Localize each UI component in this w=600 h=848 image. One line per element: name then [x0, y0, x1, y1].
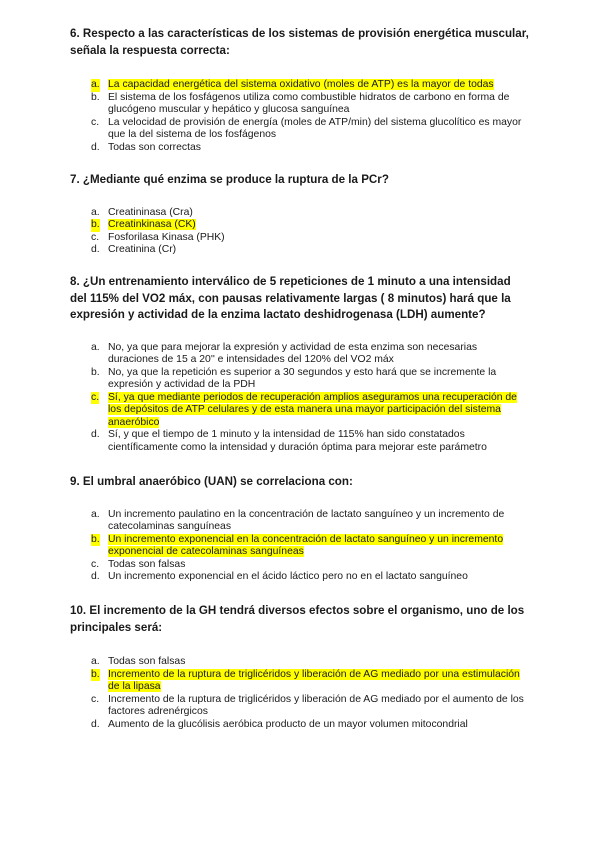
option-c — [70, 392, 530, 430]
option-letter: c. — [91, 231, 100, 243]
option-d — [70, 719, 530, 732]
option-a — [70, 342, 530, 367]
option-b — [70, 534, 530, 559]
option-c — [70, 232, 530, 245]
option-letter: a. — [91, 206, 100, 218]
option-text: Un incremento exponencial en el ácido láctico pero no en el lactato sanguíneo — [108, 571, 468, 582]
option-letter: b. — [91, 219, 100, 230]
option-d — [70, 571, 530, 584]
option-letter: b. — [91, 668, 100, 680]
option-list — [70, 656, 530, 731]
option-letter: a. — [91, 79, 100, 90]
option-c — [70, 117, 530, 142]
option-text: No, ya que para mejorar la expresión y actividad de esta enzima son necesarias duraciones de 15 a 20'' e intensidades del 120% del VO2 máx — [108, 341, 478, 365]
option-list — [70, 342, 530, 455]
option-text: Creatininasa (Cra) — [108, 206, 193, 218]
option-d — [70, 142, 530, 155]
question-title: 6. Respecto a las características de los sistemas de provisión energética muscular, señala la respuesta correcta: — [70, 27, 529, 57]
option-list — [70, 207, 530, 257]
option-letter: c. — [91, 391, 100, 403]
option-letter: d. — [91, 244, 100, 255]
option-b — [70, 219, 530, 232]
option-b — [70, 367, 530, 392]
question-6 — [70, 26, 530, 154]
option-d — [70, 244, 530, 257]
option-letter: d. — [91, 571, 100, 582]
question-title: 10. El incremento de la GH tendrá diversos efectos sobre el organismo, uno de los principales será: — [70, 604, 525, 634]
option-a — [70, 79, 530, 92]
option-letter: a. — [91, 656, 100, 667]
option-text: Un incremento exponencial en la concentración de lactato sanguíneo y un incremento exponencial de catecolaminas sanguíneas — [108, 533, 504, 557]
option-letter: b. — [91, 91, 100, 103]
option-letter: d. — [91, 429, 100, 440]
option-d — [70, 429, 530, 454]
option-letter: c. — [91, 693, 100, 705]
option-text: Un incremento paulatino en la concentración de lactato sanguíneo y un incremento de catecolaminas sanguíneas — [108, 508, 505, 532]
option-a — [70, 207, 530, 220]
option-text: Todas son falsas — [108, 656, 186, 667]
option-text: Todas son falsas — [108, 558, 186, 570]
option-letter: a. — [91, 508, 100, 520]
option-text: Fosforilasa Kinasa (PHK) — [108, 231, 225, 243]
option-text: Todas son correctas — [108, 141, 201, 153]
option-letter: b. — [91, 366, 100, 378]
option-letter: d. — [91, 718, 100, 730]
option-letter: a. — [91, 341, 100, 353]
question-title: 7. ¿Mediante qué enzima se produce la ruptura de la PCr? — [70, 173, 389, 186]
question-title: 8. ¿Un entrenamiento interválico de 5 repeticiones de 1 minuto a una intensidad del 115% del VO2 máx, con pausas relativamente largas ( 8 minutos) hará que la expresión y actividad de la enzima lactato deshidrogenasa (LDH) aumente? — [70, 275, 511, 321]
option-text: Creatinina (Cr) — [108, 244, 177, 255]
question-7 — [70, 172, 530, 257]
question-8 — [70, 274, 530, 454]
option-text: No, ya que la repetición es superior a 30 segundos y esto hará que se incremente la expresión y actividad de la PDH — [108, 366, 497, 390]
option-b — [70, 92, 530, 117]
option-text: El sistema de los fosfágenos utiliza como combustible hidratos de carbono en forma de glucógeno muscular y hepático y glucosa sanguínea — [108, 91, 510, 115]
option-letter: b. — [91, 533, 100, 545]
option-text: Creatinkinasa (CK) — [108, 219, 196, 230]
option-letter: c. — [91, 558, 100, 570]
option-list — [70, 79, 530, 154]
option-text: Aumento de la glucólisis aeróbica producto de un mayor volumen mitocondrial — [108, 718, 468, 730]
question-title: 9. El umbral anaeróbico (UAN) se correlaciona con: — [70, 475, 353, 488]
option-list — [70, 509, 530, 584]
option-text: La capacidad energética del sistema oxidativo (moles de ATP) es la mayor de todas — [108, 79, 494, 90]
option-c — [70, 559, 530, 572]
question-9 — [70, 474, 530, 584]
option-letter: c. — [91, 116, 100, 128]
question-10 — [70, 603, 530, 731]
option-text: Sí, y que el tiempo de 1 minuto y la intensidad de 115% han sido constatados científicamente como la intensidad y duración óptima para mejorar este parámetro — [108, 429, 487, 453]
option-text: Incremento de la ruptura de triglicéridos y liberación de AG mediado por el aumento de los factores adrenérgicos — [108, 693, 524, 717]
option-letter: d. — [91, 141, 100, 153]
option-a — [70, 656, 530, 669]
option-b — [70, 669, 530, 694]
option-text: Sí, ya que mediante periodos de recuperación amplios aseguramos una recuperación de los depósitos de ATP celulares y de esta manera una mayor participación del sistema anaeróbico — [108, 391, 517, 428]
option-a — [70, 509, 530, 534]
option-text: La velocidad de provisión de energía (moles de ATP/min) del sistema glucolítico es mayor que la del sistema de los fosfágenos — [108, 116, 522, 140]
option-c — [70, 694, 530, 719]
option-text: Incremento de la ruptura de triglicéridos y liberación de AG mediado por una estimulación de la lipasa — [108, 668, 520, 692]
